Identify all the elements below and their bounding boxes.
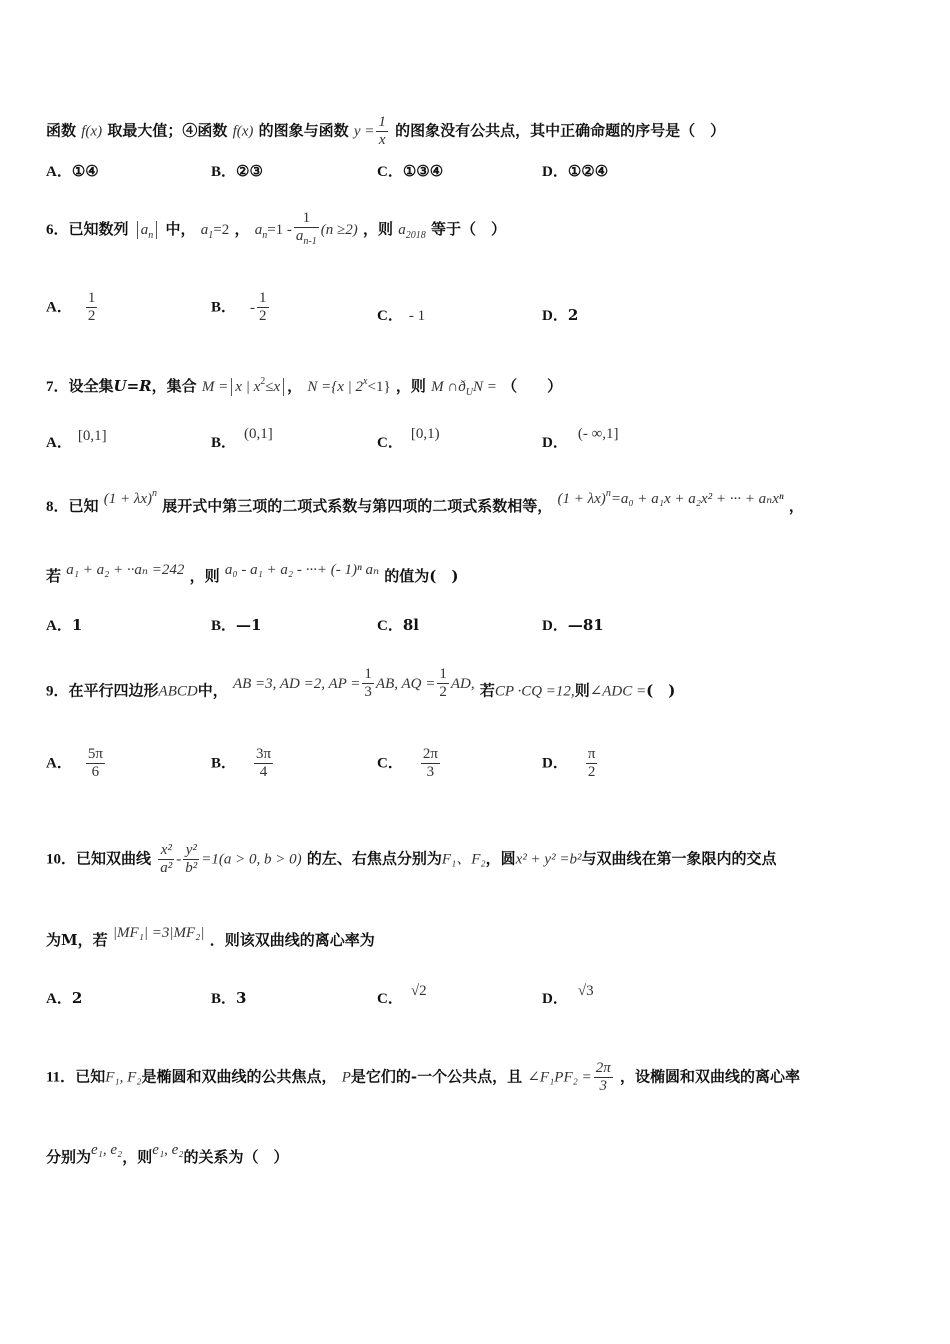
q9-mid: AB, AQ = (375, 675, 436, 692)
q7-expr: M ∩ð (431, 379, 466, 395)
q11-foci: F₁, F₂ (105, 1069, 142, 1086)
q5-text: 的图象没有公共点，其中正确命题的序号是（ ） (395, 121, 726, 140)
q10-minus: - (176, 851, 182, 868)
q10-rhs: =1(a > 0, b > 0) (201, 851, 302, 868)
q9-text: 中， (197, 681, 228, 700)
q11-number: 11． (46, 1069, 76, 1086)
q11-text: ，则 (122, 1148, 153, 1166)
q8-number: 8． (46, 499, 69, 515)
q11-stem-line1: 11．已知F₁, F₂是椭圆和双曲线的公共焦点， P是它们的-一个公共点，且 ∠F₁PF₂ = $\frac{2\pi}{3}$ ，设椭圆和双曲线的离心率 (46, 1060, 800, 1094)
q6-text: 中， (165, 220, 196, 238)
q9-end: AD, (450, 675, 475, 692)
q11-angle: ∠F₁PF₂ = (527, 1069, 592, 1086)
q6-cond: (n ≥2) (320, 222, 358, 238)
q8-text: 展开式中第三项的二项式系数与第四项的二项式系数相等， (162, 497, 553, 515)
q9-angle: ∠ADC = (589, 683, 647, 700)
q5-option-a[interactable]: A．①④ (46, 162, 99, 180)
q6-option-c[interactable]: C． - 1 (377, 308, 426, 324)
q7-option-c[interactable]: C．[0,1) (377, 426, 440, 451)
q6-fraction: $\frac{1}{a_{n-1}}$ (295, 210, 317, 247)
q6-stem (46, 210, 506, 250)
q11-text: 分别为 (46, 1148, 92, 1166)
q8-stem-line2 (46, 562, 459, 587)
q5-text: 函数 (46, 121, 77, 140)
q6-seq: a (140, 222, 149, 238)
q7-number: 7． (46, 379, 69, 395)
q11-e: e₁, e₂ (91, 1142, 123, 1158)
q6-a2018: a (398, 222, 406, 238)
q7-set-n-cond: <1} (367, 379, 391, 395)
q9-text: 若 (479, 681, 495, 700)
q8-option-d[interactable]: D．—81 (542, 616, 604, 634)
q10-option-a[interactable]: A．2 (46, 989, 83, 1007)
q6-an: a (254, 222, 263, 238)
q11-text: ，设椭圆和双曲线的离心率 (619, 1067, 800, 1086)
q10-option-b[interactable]: B．3 (211, 989, 247, 1007)
q11-text: 是它们的-一个公共点，且 (350, 1067, 523, 1086)
q10-cond: |MF₁| =3|MF₂| (112, 925, 205, 941)
q5-y-eq: y = (353, 123, 375, 140)
q6-a2018-sub: 2018 (405, 230, 426, 241)
q10-stem-line1: 10．已知双曲线 $\frac{\text{x²}}{\text{a²}}$ - $\frac{\text{y²}}{\text{b²}}$ =1(a > 0, b > 0) 的左、右焦点分别为F₁、F₂，圆x² + y² =b²与双曲线在第一象限内的交点 (46, 842, 777, 876)
q6-a1-val: =2 (213, 222, 230, 238)
q7-set-m: M = (201, 379, 229, 395)
q10-text: ，若 (77, 931, 108, 949)
q7-text: ， (287, 377, 303, 395)
q7-set-n-sup: x (363, 376, 368, 387)
q9-option-d[interactable]: D． $\frac{\pi}{2}$ (542, 746, 596, 780)
q7-set-n: N ={x | 2 (307, 379, 364, 395)
q8-text: 已知 (68, 497, 99, 515)
q10-stem-line2 (46, 925, 375, 951)
q8-text: 若 (46, 567, 62, 585)
q9-cond: CP ·CQ =12, (494, 683, 575, 700)
q10-text: ，圆 (485, 849, 516, 868)
q6-seq-sub: n (148, 230, 154, 241)
q7-stem (46, 372, 562, 403)
q7-set-m-body: x | x (235, 379, 261, 395)
q11-stem-line2 (46, 1142, 289, 1168)
q10-option-c[interactable]: C． √2 (377, 983, 427, 1007)
q7-text: ，则 (395, 377, 426, 395)
q5-text: 的图象与函数 (258, 121, 349, 140)
q7-set-m-cond: ≤x (265, 379, 281, 395)
q10-option-d[interactable]: D． √3 (542, 983, 594, 1007)
q10-text: ．则该双曲线的离心率为 (209, 931, 375, 949)
q9-number: 9． (46, 683, 69, 700)
q10-text: 与双曲线在第一象限内的交点 (581, 849, 777, 868)
q6-a1-sub: 1 (208, 230, 214, 241)
q5-fraction: $\frac{1}{x}$ (378, 114, 386, 148)
q10-text: 的左、右焦点分别为 (306, 849, 442, 868)
q10-text: 已知双曲线 (76, 849, 152, 868)
q7-option-a[interactable]: A． [0,1] (46, 428, 107, 451)
q9-given: AB =3, AD =2, AP = (232, 675, 361, 692)
q6-text: ， (234, 220, 250, 238)
q6-option-b[interactable]: B． - $\frac{1}{2}$ (211, 290, 267, 324)
q5-option-c[interactable]: C．①③④ (377, 162, 444, 180)
q6-text: 等于（ ） (430, 220, 506, 238)
q11-e2: e₁, e₂ (152, 1142, 184, 1158)
q8-stem-line1 (46, 488, 804, 517)
q8-alt: a₀ - a₁ + a₂ - ···+ (- 1)ⁿ aₙ (224, 562, 380, 578)
q6-text: ，则 (362, 220, 393, 238)
q7-option-b[interactable]: B．(0,1] (211, 426, 273, 451)
q8-sum: a₁ + a₂ + ··aₙ =242 (66, 562, 185, 578)
q8-text: ，则 (189, 567, 220, 585)
q8-option-c[interactable]: C．8l (377, 616, 419, 634)
q8-option-b[interactable]: B．—1 (211, 616, 262, 634)
q9-text: ( ) (646, 681, 676, 700)
q11-p: P (341, 1069, 351, 1086)
q7-text: （ ） (502, 377, 563, 395)
q8-text: 的值为( ) (384, 567, 459, 585)
q11-text: 是椭圆和双曲线的公共焦点， (141, 1067, 337, 1086)
q7-option-d[interactable]: D．(- ∞,1] (542, 426, 619, 451)
q7-text: 设全集 (68, 377, 114, 395)
q5-stem-tail (46, 114, 725, 149)
q10-circle: x² + y² =b² (515, 851, 582, 868)
q11-text: 的关系为（ ） (183, 1148, 289, 1166)
q5-text: 取最大值；④函数 (107, 121, 228, 140)
q7-expr2: N = (472, 379, 497, 395)
q8-text: ， (788, 497, 804, 515)
q6-text: 已知数列 (68, 220, 129, 238)
q8-binom: (1 + λx) (103, 491, 153, 507)
q5-fx: f(x) (81, 123, 103, 140)
q9-text: 在平行四边形 (68, 681, 159, 700)
q5-option-d[interactable]: D．①②④ (542, 162, 609, 180)
q9-option-c[interactable]: C． $\frac{2\pi}{3}$ (377, 746, 438, 780)
q9-option-b[interactable]: B． $\frac{3\pi}{4}$ (211, 746, 272, 780)
q8-binom-sup: n (152, 488, 158, 499)
q8-expand-rhs: =a₀ + a₁x + a₂x² + ··· + aₙxⁿ (610, 491, 784, 507)
q11-text: 已知 (75, 1067, 106, 1086)
q9-stem: 9．在平行四边形ABCD中， AB =3, AD =2, AP = $\frac{1}{3}$ AB, AQ = $\frac{1}{2}$ AD, 若CP ·CQ =12,则∠ADC =( ) (46, 666, 676, 700)
q6-a1: a (200, 222, 209, 238)
q9-option-a[interactable]: A． $\frac{5\pi}{6}$ (46, 746, 103, 780)
q7-universe: U=R (113, 377, 152, 395)
q8-expand-sup: n (605, 488, 611, 499)
seq-brace-left (137, 221, 138, 239)
q5-fx: f(x) (232, 123, 254, 140)
q6-option-d[interactable]: D．2 (542, 306, 579, 324)
q6-number: 6． (46, 222, 69, 238)
q5-option-b[interactable]: B．②③ (211, 162, 263, 180)
q7-set-m-sup: 2 (260, 376, 266, 387)
q6-option-a[interactable]: A． $\frac{1}{2}$ (46, 290, 96, 324)
q10-foci: F₁、F₂ (441, 851, 486, 868)
q9-abcd: ABCD (158, 683, 198, 700)
q6-an-sub: n (262, 230, 268, 241)
q9-text: 则 (574, 681, 590, 700)
q7-text: ，集合 (151, 377, 197, 395)
q10-text: 为 (46, 931, 62, 949)
q8-option-a[interactable]: A．1 (46, 616, 83, 634)
q6-an-eq: =1 - (267, 222, 292, 238)
q10-m: M (61, 931, 78, 949)
seq-brace-right (156, 221, 157, 239)
q10-number: 10． (46, 851, 77, 868)
q7-expr-sub: U (465, 387, 473, 398)
q8-expand: (1 + λx) (557, 491, 606, 507)
